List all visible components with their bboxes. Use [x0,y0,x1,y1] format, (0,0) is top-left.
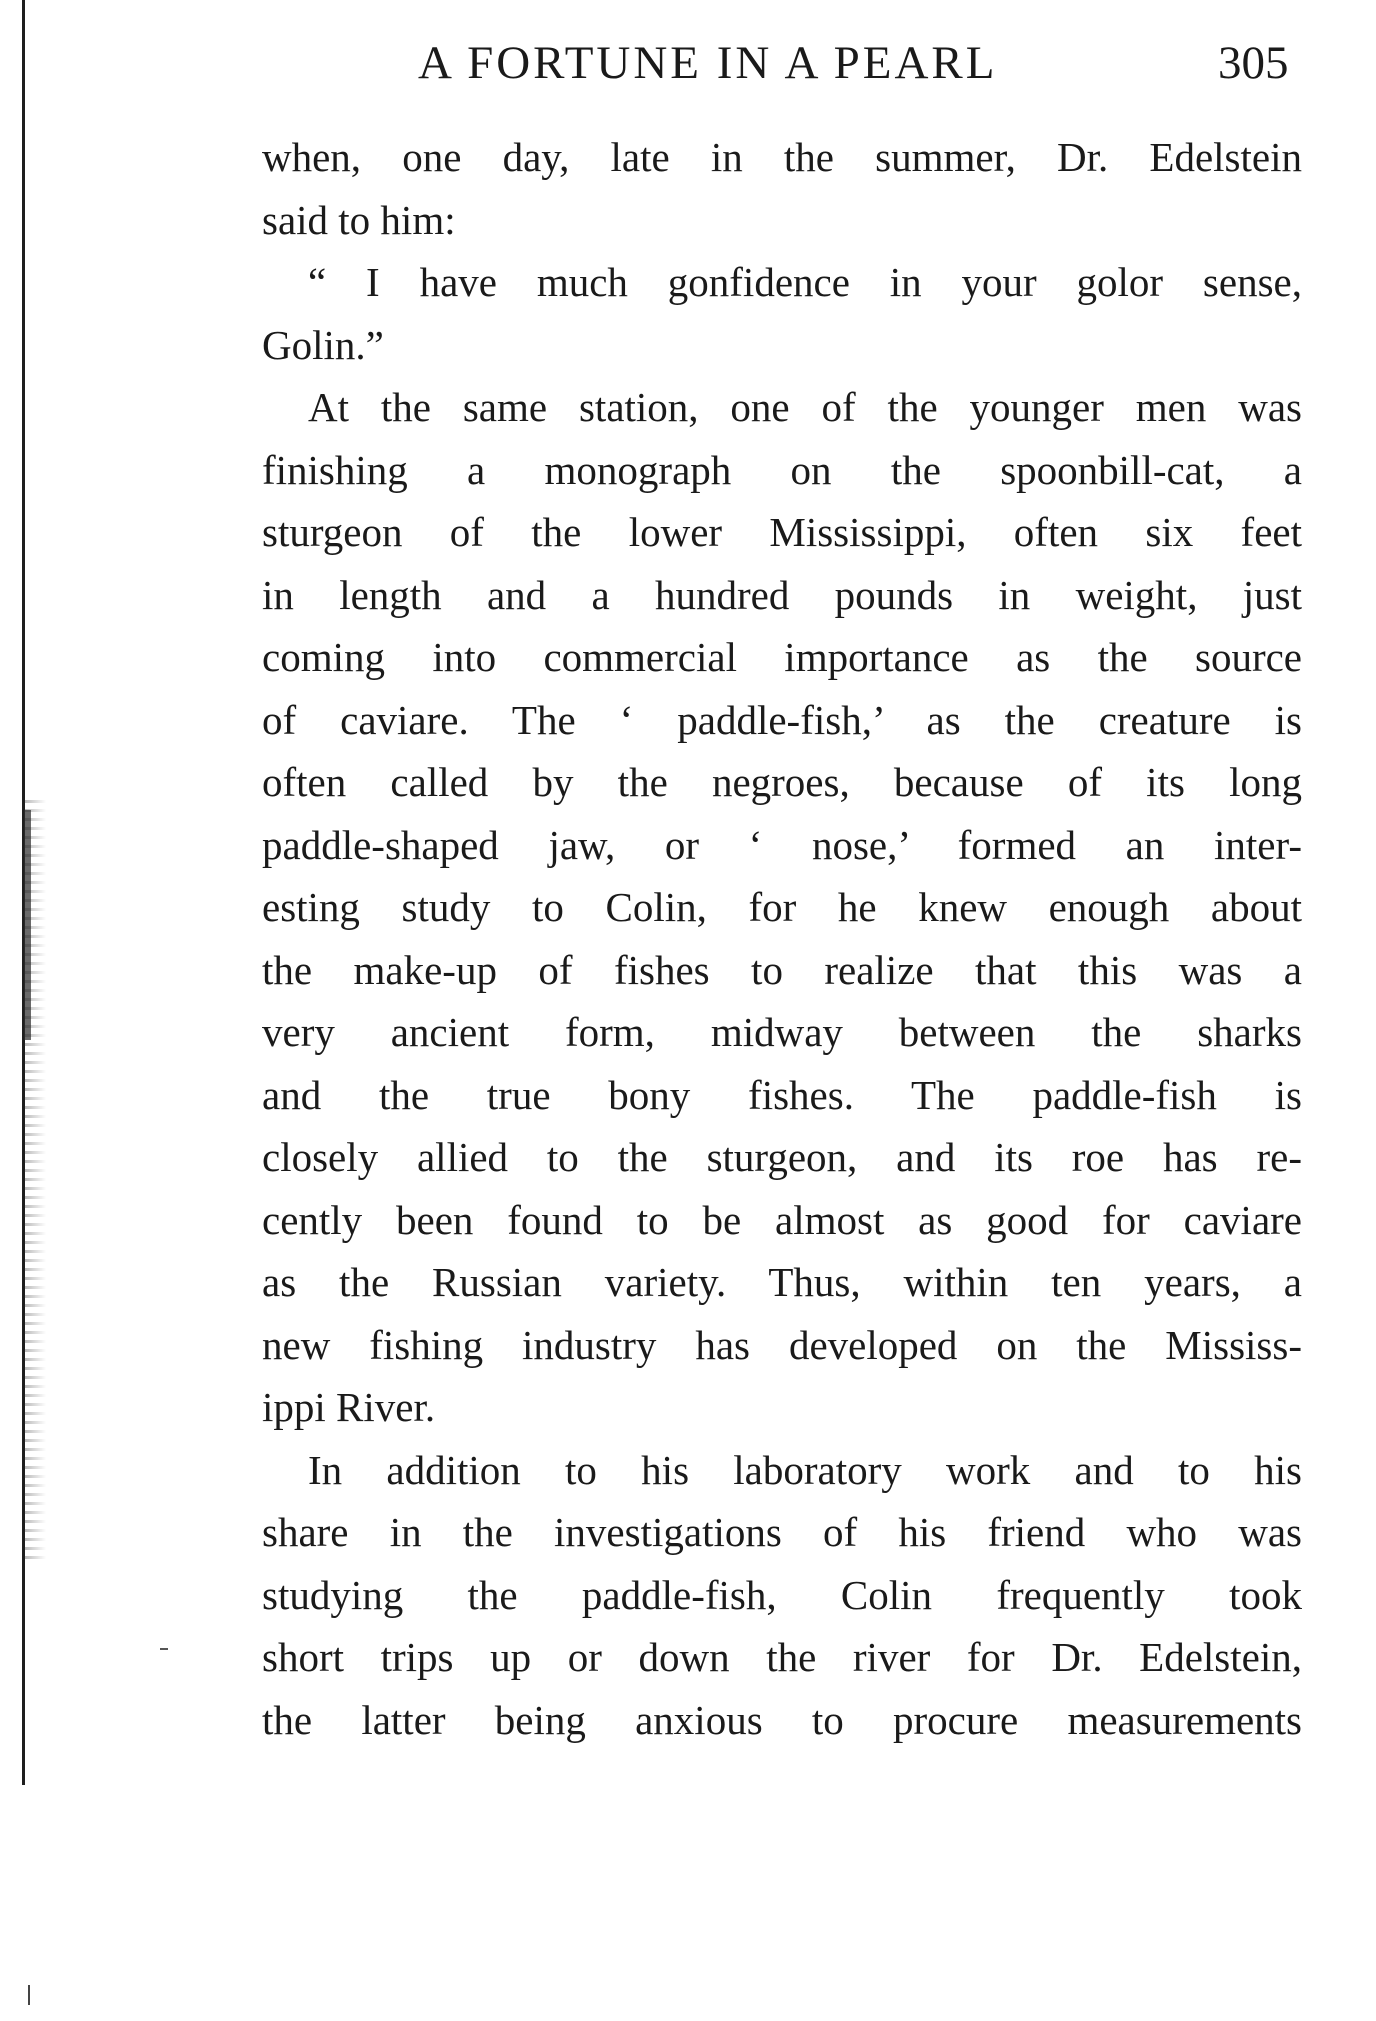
binding-dark-band [24,810,31,1040]
body-text [262,126,1302,1751]
text-line: the make-up of fishes to realize that this was a [262,946,1302,993]
text-line: share in the investigations of his friend who was [262,1509,1302,1555]
page-number: 305 [1218,37,1289,89]
text-line: new fishing industry has developed on the Mississ- [262,1321,1302,1368]
text-line: and the true bony fishes. The paddle-fish is [262,1071,1302,1118]
text-line: closely allied to the sturgeon, and its roe has re- [262,1134,1302,1180]
text-line: said to him: [262,196,456,243]
text-line: Golin.” [262,321,384,368]
text-line: short trips up or down the river for Dr. Edelstein, [262,1634,1302,1680]
text-line: cently been found to be almost as good for caviare [262,1196,1302,1243]
text-line: as the Russian variety. Thus, within ten years, a [262,1259,1302,1305]
text-line: paddle-shaped jaw, or ‘ nose,’ formed an inter- [262,821,1302,868]
text-line: coming into commercial importance as the source [262,634,1302,680]
text-line: studying the paddle-fish, Colin frequently took [262,1571,1302,1618]
text-line: sturgeon of the lower Mississippi, often six feet [262,509,1302,555]
page-header [0,32,1376,92]
text-line: “ I have much gonfidence in your golor sense, [308,259,1302,305]
text-line: ippi River. [262,1384,436,1430]
text-line: In addition to his laboratory work and to his [308,1446,1302,1493]
text-line: finishing a monograph on the spoonbill-cat, a [262,446,1302,493]
running-head: A FORTUNE IN A PEARL [418,37,998,89]
margin-mark [160,1648,168,1650]
text-line: when, one day, late in the summer, Dr. Edelstein [262,134,1302,180]
text-line: very ancient form, midway between the sharks [262,1009,1302,1055]
text-line: the latter being anxious to procure measurements [262,1696,1302,1743]
text-line: At the same station, one of the younger men was [308,384,1302,430]
margin-tick [28,1985,30,2005]
text-line: in length and a hundred pounds in weight, just [262,571,1302,618]
text-line: of caviare. The ‘ paddle-fish,’ as the creature is [262,696,1302,743]
text-line: esting study to Colin, for he knew enough about [262,884,1302,930]
text-line: often called by the negroes, because of its long [262,759,1302,805]
